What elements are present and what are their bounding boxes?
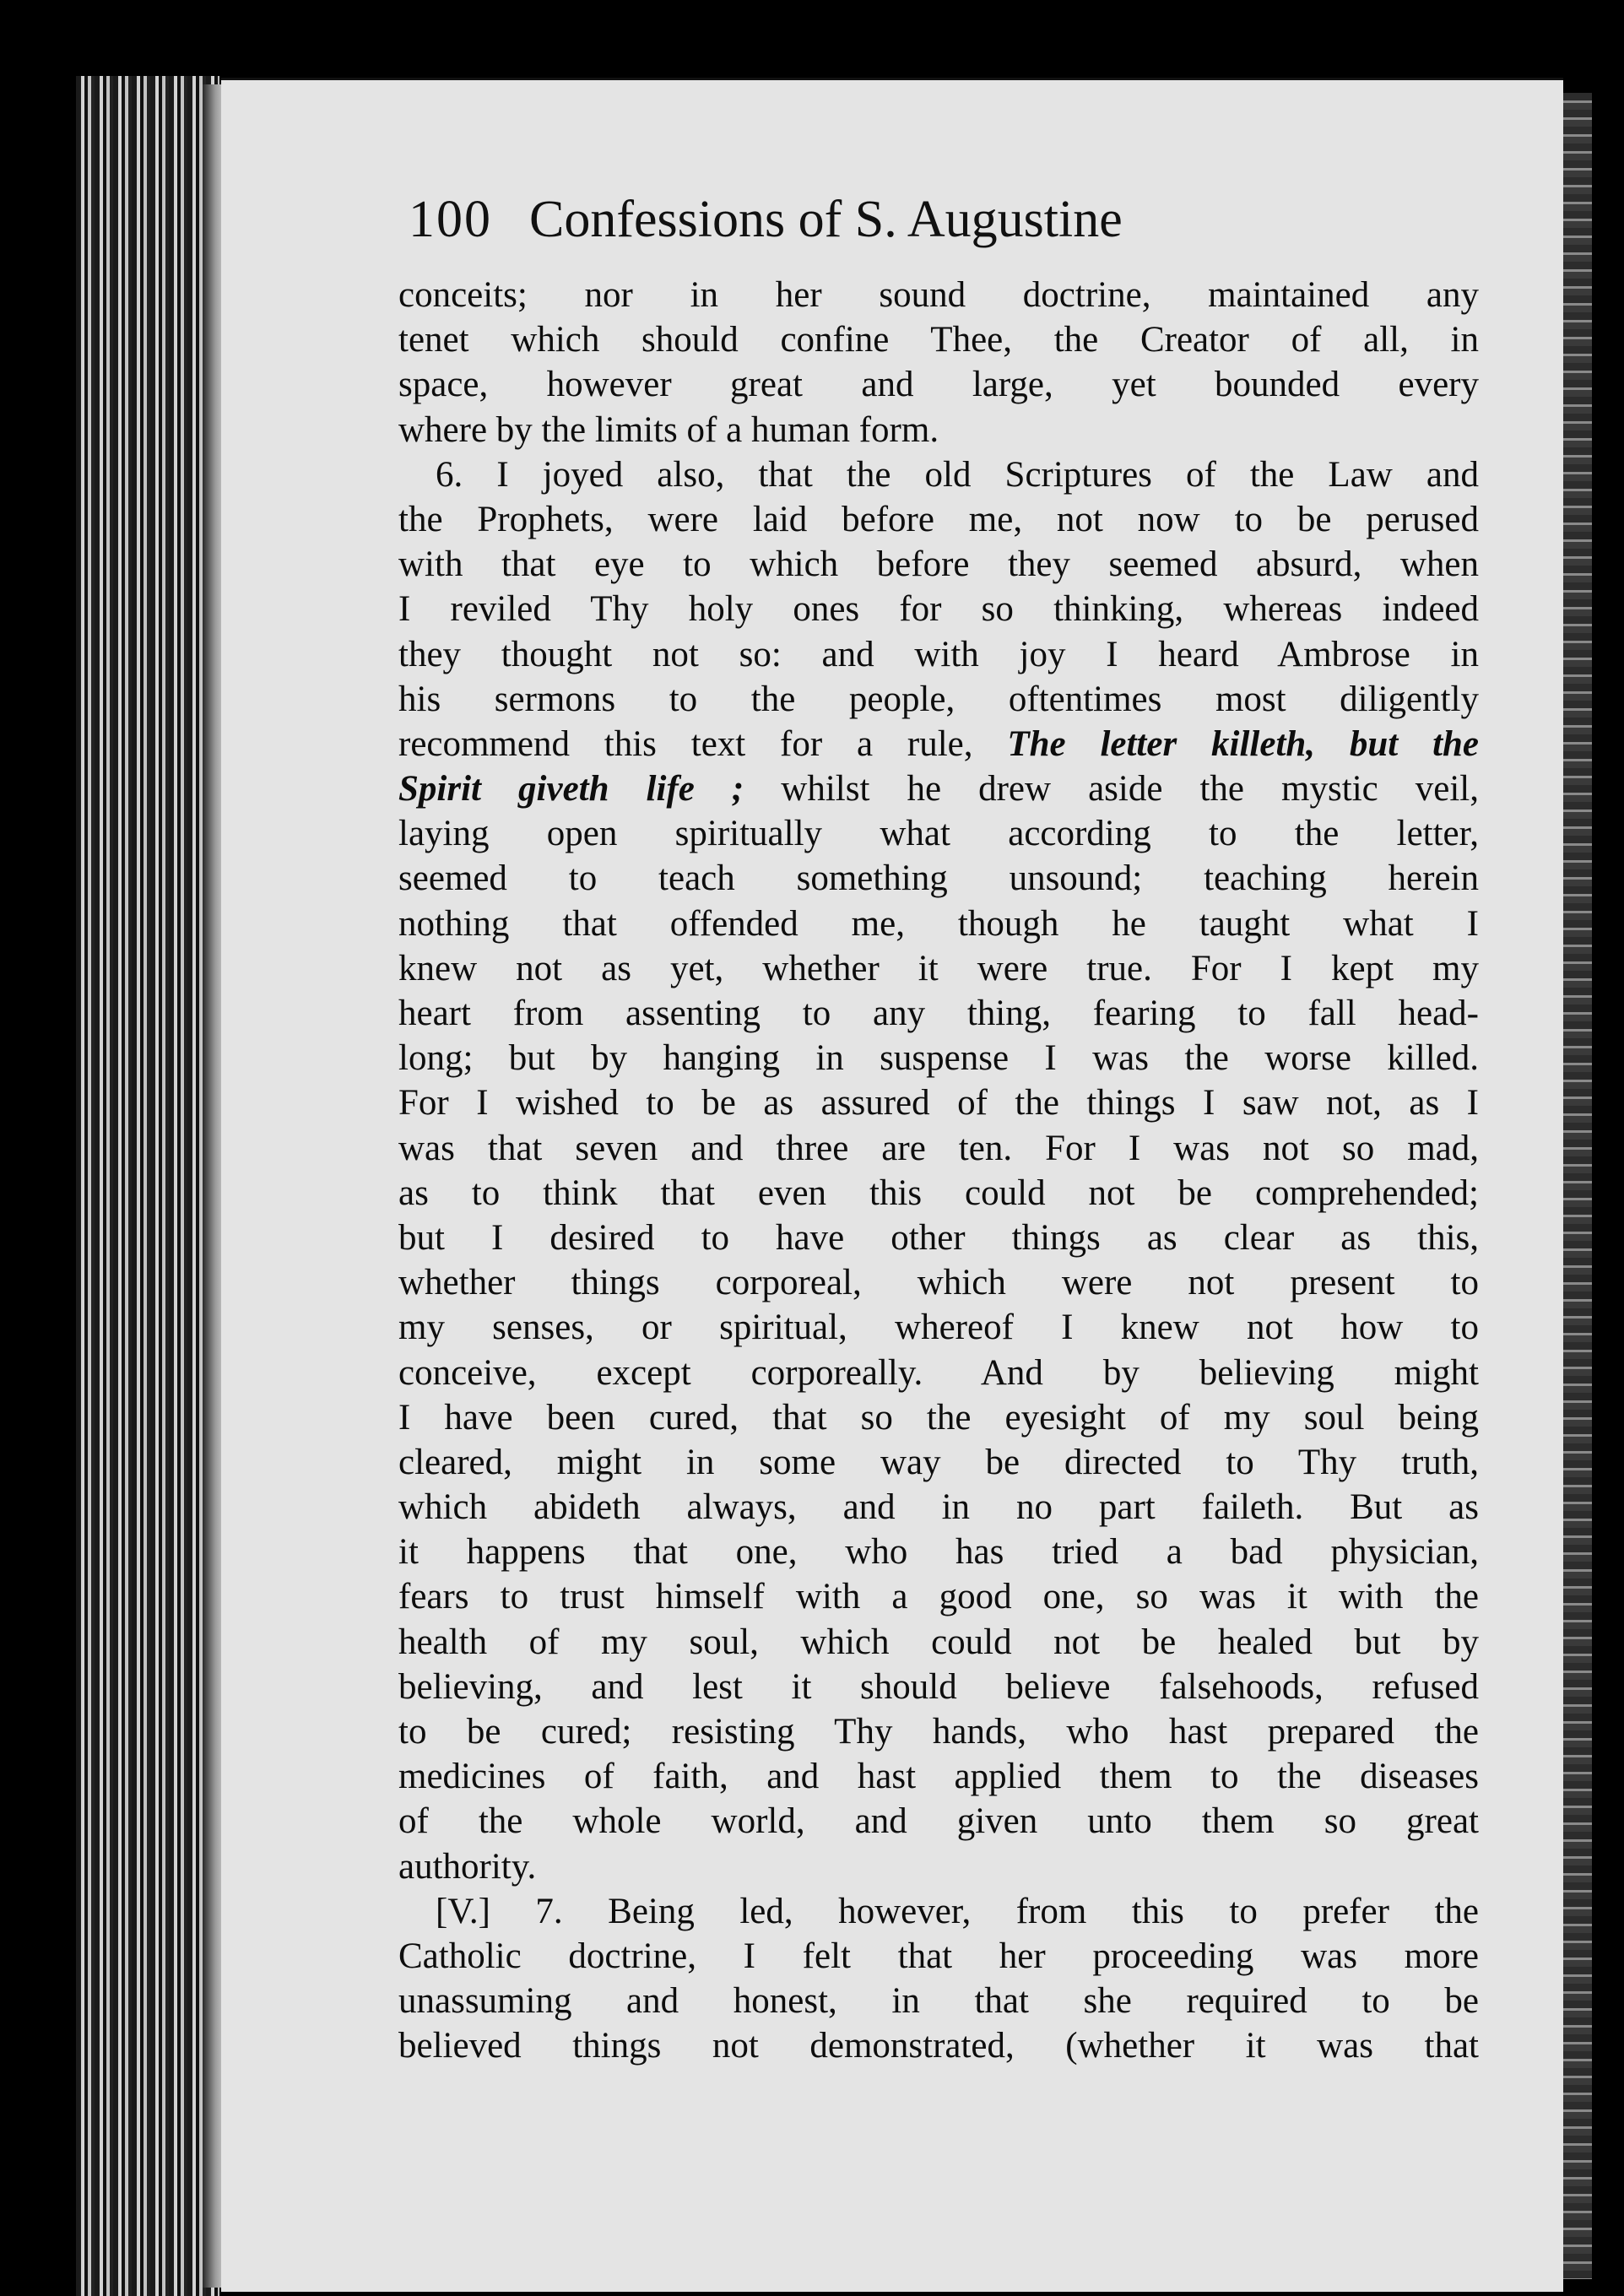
text-line: they thought not so: and with joy I heard Ambrose in xyxy=(398,634,1479,674)
text-line: was that seven and three are ten. For I was not so mad, xyxy=(398,1128,1479,1168)
running-head xyxy=(409,181,1556,257)
text-line: with that eye to which before they seemed absurd, when xyxy=(398,544,1479,585)
text-line: laying open spiritually what according to the letter, xyxy=(398,814,1479,854)
scripture-quotation: The letter killeth, but the xyxy=(1007,723,1480,764)
text-line: unassuming and honest, in that she required to be xyxy=(398,1981,1479,2022)
quotation-tail: whilst he drew aside the mystic veil, xyxy=(781,769,1479,810)
text-line: long; but by hanging in suspense I was the worse killed. xyxy=(398,1038,1479,1079)
paragraph-7-start: [V.] 7. Being led, however, from this to prefer the xyxy=(436,1891,1479,1931)
text-line: knew not as yet, whether it were true. For I kept my xyxy=(398,948,1479,988)
text-line: of the whole world, and given unto them so great xyxy=(398,1801,1479,1842)
book-page-edges-right xyxy=(1563,93,1592,2279)
paragraph-6-start: 6. I joyed also, that the old Scriptures of the Law and xyxy=(436,454,1479,495)
text-line: where by the limits of a human form. xyxy=(398,409,939,450)
text-line: authority. xyxy=(398,1846,537,1887)
text-line: I have been cured, that so the eyesight of my soul being xyxy=(398,1397,1479,1438)
text-line-with-quotation xyxy=(398,766,1479,811)
text-line: heart from assenting to any thing, fearing to fall head- xyxy=(398,994,1479,1033)
text-line: nothing that offended me, though he taught what I xyxy=(398,903,1479,944)
text-line: as to think that even this could not be comprehended; xyxy=(398,1172,1479,1213)
text-line: fears to trust himself with a good one, so was it with the xyxy=(398,1577,1479,1617)
page-body-text xyxy=(398,273,1479,2069)
text-line: space, however great and large, yet bounded every xyxy=(398,365,1479,405)
text-line: conceive, except corporeally. And by believing might xyxy=(398,1352,1479,1393)
book-page xyxy=(221,78,1563,2292)
text-line: whether things corporeal, which were not present to xyxy=(398,1263,1479,1303)
text-line: but I desired to have other things as clear as this, xyxy=(398,1217,1479,1258)
text-line: believed things not demonstrated, (whether it was that xyxy=(398,2026,1479,2066)
text-line: his sermons to the people, oftentimes most diligently xyxy=(398,679,1479,719)
text-line: I reviled Thy holy ones for so thinking, whereas indeed xyxy=(398,589,1479,630)
text-line: conceits; nor in her sound doctrine, maintained any xyxy=(398,275,1479,315)
text-line: which abideth always, and in no part faileth. But as xyxy=(398,1487,1479,1528)
text-line: it happens that one, who has tried a bad physician, xyxy=(398,1532,1479,1573)
page-number: 100 xyxy=(409,191,492,248)
text-line: medicines of faith, and hast applied them to the diseases xyxy=(398,1757,1479,1797)
text-line-with-quotation xyxy=(398,722,1479,766)
text-line: my senses, or spiritual, whereof I knew not how to xyxy=(398,1308,1479,1348)
book-page-edges-left xyxy=(76,76,219,2296)
scripture-quotation: Spirit giveth life ; xyxy=(398,769,744,810)
text-line: health of my soul, which could not be healed but by xyxy=(398,1622,1479,1662)
quotation-lead: recommend this text for a rule, xyxy=(398,723,973,764)
text-line: For I wished to be as assured of the things I saw not, as I xyxy=(398,1083,1479,1124)
text-line: tenet which should confine Thee, the Creator of all, in xyxy=(398,320,1479,360)
text-line: seemed to teach something unsound; teaching herein xyxy=(398,858,1479,899)
text-line: Catholic doctrine, I felt that her proceeding was more xyxy=(398,1936,1479,1976)
text-line: the Prophets, were laid before me, not now to be perused xyxy=(398,499,1479,539)
text-line: to be cured; resisting Thy hands, who hast prepared the xyxy=(398,1712,1479,1752)
book-title: Confessions of S. Augustine xyxy=(529,191,1123,248)
text-line: believing, and lest it should believe falsehoods, refused xyxy=(398,1666,1479,1707)
text-line: cleared, might in some way be directed to Thy truth, xyxy=(398,1442,1479,1482)
